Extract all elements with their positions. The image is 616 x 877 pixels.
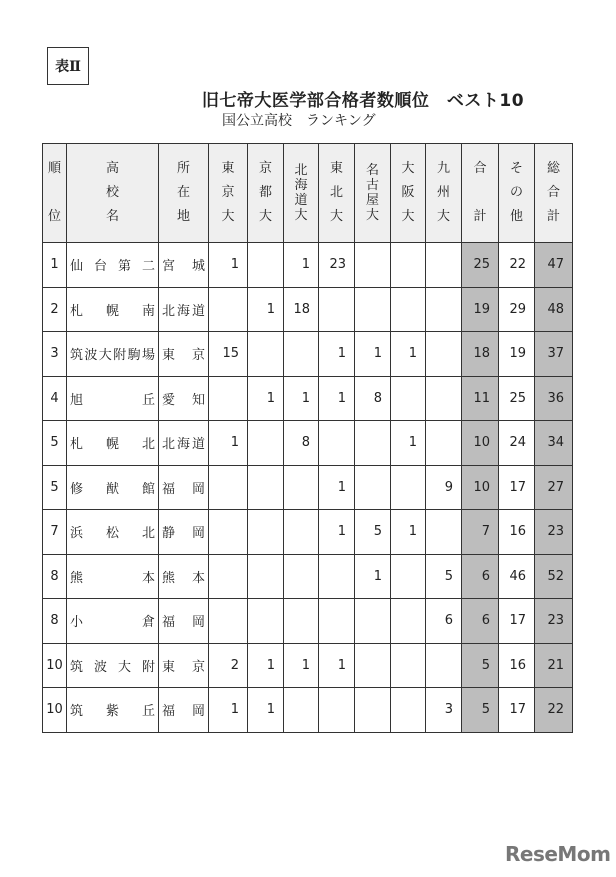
cell-kyushu	[426, 243, 462, 288]
cell-nagoya: 5	[355, 510, 391, 555]
cell-kyoto	[248, 554, 284, 599]
cell-nagoya	[355, 599, 391, 644]
cell-other: 19	[499, 332, 535, 377]
cell-kyoto	[248, 599, 284, 644]
cell-osaka: 1	[391, 510, 426, 555]
header-tohoku: 東 北 大	[319, 144, 355, 243]
cell-tohoku: 1	[319, 643, 355, 688]
cell-rank: 10	[43, 688, 67, 733]
cell-school: 浜松北	[67, 510, 159, 555]
header-row	[43, 144, 573, 243]
cell-total: 23	[535, 510, 573, 555]
cell-hokkaido	[284, 510, 319, 555]
cell-rank: 5	[43, 421, 67, 466]
cell-tokyo: 15	[209, 332, 248, 377]
table-row	[43, 332, 573, 377]
cell-tohoku	[319, 554, 355, 599]
cell-other: 16	[499, 510, 535, 555]
cell-subtotal: 19	[462, 287, 499, 332]
header-location: 所 在 地	[159, 144, 209, 243]
header-school: 高 校 名	[67, 144, 159, 243]
cell-subtotal: 5	[462, 643, 499, 688]
cell-hokkaido	[284, 599, 319, 644]
header-osaka: 大 阪 大	[391, 144, 426, 243]
cell-tohoku: 23	[319, 243, 355, 288]
cell-other: 24	[499, 421, 535, 466]
cell-school: 札幌北	[67, 421, 159, 466]
cell-nagoya	[355, 287, 391, 332]
title-text: 旧七帝大医学部合格者数順位 ベスト10	[201, 91, 525, 111]
cell-total: 36	[535, 376, 573, 421]
cell-other: 25	[499, 376, 535, 421]
header-kyushu: 九 州 大	[426, 144, 462, 243]
table-row	[43, 465, 573, 510]
cell-other: 46	[499, 554, 535, 599]
cell-kyushu	[426, 287, 462, 332]
table-row	[43, 421, 573, 466]
cell-osaka	[391, 465, 426, 510]
cell-tohoku	[319, 421, 355, 466]
cell-nagoya	[355, 421, 391, 466]
cell-tokyo	[209, 376, 248, 421]
cell-kyoto	[248, 332, 284, 377]
cell-nagoya: 8	[355, 376, 391, 421]
page-title	[0, 86, 616, 111]
table-row	[43, 243, 573, 288]
cell-subtotal: 18	[462, 332, 499, 377]
header-tokyo: 東 京 大	[209, 144, 248, 243]
cell-other: 29	[499, 287, 535, 332]
cell-kyoto: 1	[248, 376, 284, 421]
cell-other: 22	[499, 243, 535, 288]
cell-osaka	[391, 243, 426, 288]
cell-kyushu: 3	[426, 688, 462, 733]
cell-rank: 3	[43, 332, 67, 377]
header-other: そ の 他	[499, 144, 535, 243]
table-row	[43, 376, 573, 421]
cell-rank: 1	[43, 243, 67, 288]
cell-school: 仙台第二	[67, 243, 159, 288]
cell-hokkaido: 18	[284, 287, 319, 332]
cell-subtotal: 6	[462, 599, 499, 644]
resemom-logo: ReseMom	[505, 842, 611, 866]
cell-other: 17	[499, 465, 535, 510]
cell-total: 34	[535, 421, 573, 466]
cell-kyoto	[248, 243, 284, 288]
header-rank: 順 位	[43, 144, 67, 243]
header-subtotal: 合 計	[462, 144, 499, 243]
cell-total: 23	[535, 599, 573, 644]
cell-school: 札幌南	[67, 287, 159, 332]
cell-kyoto: 1	[248, 688, 284, 733]
cell-location: 東京	[159, 643, 209, 688]
cell-school: 小倉	[67, 599, 159, 644]
cell-total: 22	[535, 688, 573, 733]
cell-location: 北海道	[159, 421, 209, 466]
table-row	[43, 599, 573, 644]
cell-osaka	[391, 376, 426, 421]
cell-other: 17	[499, 688, 535, 733]
table-label: 表Ⅱ	[47, 47, 89, 85]
cell-subtotal: 11	[462, 376, 499, 421]
cell-hokkaido: 1	[284, 243, 319, 288]
cell-kyushu: 6	[426, 599, 462, 644]
subtitle-text: 国公立高校 ランキング	[222, 113, 376, 129]
cell-total: 48	[535, 287, 573, 332]
cell-kyushu	[426, 510, 462, 555]
header-total: 総 合 計	[535, 144, 573, 243]
cell-hokkaido	[284, 554, 319, 599]
cell-hokkaido: 8	[284, 421, 319, 466]
cell-osaka	[391, 287, 426, 332]
table-row	[43, 554, 573, 599]
cell-rank: 7	[43, 510, 67, 555]
cell-tokyo	[209, 510, 248, 555]
cell-tokyo	[209, 287, 248, 332]
cell-location: 静岡	[159, 510, 209, 555]
cell-location: 福岡	[159, 688, 209, 733]
cell-nagoya	[355, 243, 391, 288]
cell-rank: 10	[43, 643, 67, 688]
cell-location: 福岡	[159, 465, 209, 510]
cell-nagoya: 1	[355, 332, 391, 377]
cell-kyoto	[248, 421, 284, 466]
cell-osaka: 1	[391, 421, 426, 466]
cell-rank: 8	[43, 599, 67, 644]
cell-rank: 5	[43, 465, 67, 510]
cell-location: 北海道	[159, 287, 209, 332]
cell-tokyo: 2	[209, 643, 248, 688]
cell-location: 東京	[159, 332, 209, 377]
cell-hokkaido: 1	[284, 643, 319, 688]
cell-other: 17	[499, 599, 535, 644]
cell-rank: 2	[43, 287, 67, 332]
cell-tokyo	[209, 599, 248, 644]
cell-hokkaido	[284, 465, 319, 510]
cell-total: 27	[535, 465, 573, 510]
cell-nagoya	[355, 643, 391, 688]
cell-total: 47	[535, 243, 573, 288]
table-row	[43, 643, 573, 688]
cell-tokyo: 1	[209, 243, 248, 288]
cell-tohoku: 1	[319, 510, 355, 555]
cell-school: 旭丘	[67, 376, 159, 421]
cell-school: 修猷館	[67, 465, 159, 510]
cell-osaka: 1	[391, 332, 426, 377]
cell-kyushu	[426, 332, 462, 377]
cell-school: 筑波大附	[67, 643, 159, 688]
cell-hokkaido	[284, 332, 319, 377]
cell-kyoto	[248, 510, 284, 555]
cell-tokyo	[209, 465, 248, 510]
cell-location: 宮城	[159, 243, 209, 288]
cell-kyoto: 1	[248, 287, 284, 332]
cell-school: 筑波大附駒場	[67, 332, 159, 377]
cell-osaka	[391, 599, 426, 644]
cell-kyushu: 5	[426, 554, 462, 599]
cell-nagoya: 1	[355, 554, 391, 599]
cell-hokkaido: 1	[284, 376, 319, 421]
cell-subtotal: 5	[462, 688, 499, 733]
cell-subtotal: 7	[462, 510, 499, 555]
cell-tohoku: 1	[319, 376, 355, 421]
cell-hokkaido	[284, 688, 319, 733]
cell-kyushu	[426, 376, 462, 421]
cell-tohoku: 1	[319, 465, 355, 510]
cell-subtotal: 10	[462, 421, 499, 466]
cell-school: 熊本	[67, 554, 159, 599]
table-row	[43, 510, 573, 555]
cell-kyushu	[426, 643, 462, 688]
table-row	[43, 287, 573, 332]
cell-location: 福岡	[159, 599, 209, 644]
cell-osaka	[391, 643, 426, 688]
cell-total: 37	[535, 332, 573, 377]
cell-kyushu: 9	[426, 465, 462, 510]
cell-location: 愛知	[159, 376, 209, 421]
cell-subtotal: 25	[462, 243, 499, 288]
cell-subtotal: 6	[462, 554, 499, 599]
cell-kyushu	[426, 421, 462, 466]
cell-other: 16	[499, 643, 535, 688]
cell-tohoku: 1	[319, 332, 355, 377]
cell-rank: 4	[43, 376, 67, 421]
cell-kyoto: 1	[248, 643, 284, 688]
cell-nagoya	[355, 465, 391, 510]
cell-tokyo: 1	[209, 688, 248, 733]
cell-osaka	[391, 688, 426, 733]
table-row	[43, 688, 573, 733]
cell-nagoya	[355, 688, 391, 733]
page-subtitle	[0, 110, 616, 130]
cell-school: 筑紫丘	[67, 688, 159, 733]
ranking-table	[42, 143, 573, 733]
cell-tohoku	[319, 688, 355, 733]
cell-location: 熊本	[159, 554, 209, 599]
cell-kyoto	[248, 465, 284, 510]
cell-tohoku	[319, 287, 355, 332]
cell-osaka	[391, 554, 426, 599]
cell-rank: 8	[43, 554, 67, 599]
cell-tohoku	[319, 599, 355, 644]
header-nagoya: 名 古 屋 大	[355, 144, 391, 243]
cell-total: 52	[535, 554, 573, 599]
cell-subtotal: 10	[462, 465, 499, 510]
cell-tokyo	[209, 554, 248, 599]
header-hokkaido: 北 海 道 大	[284, 144, 319, 243]
cell-tokyo: 1	[209, 421, 248, 466]
header-kyoto: 京 都 大	[248, 144, 284, 243]
cell-total: 21	[535, 643, 573, 688]
